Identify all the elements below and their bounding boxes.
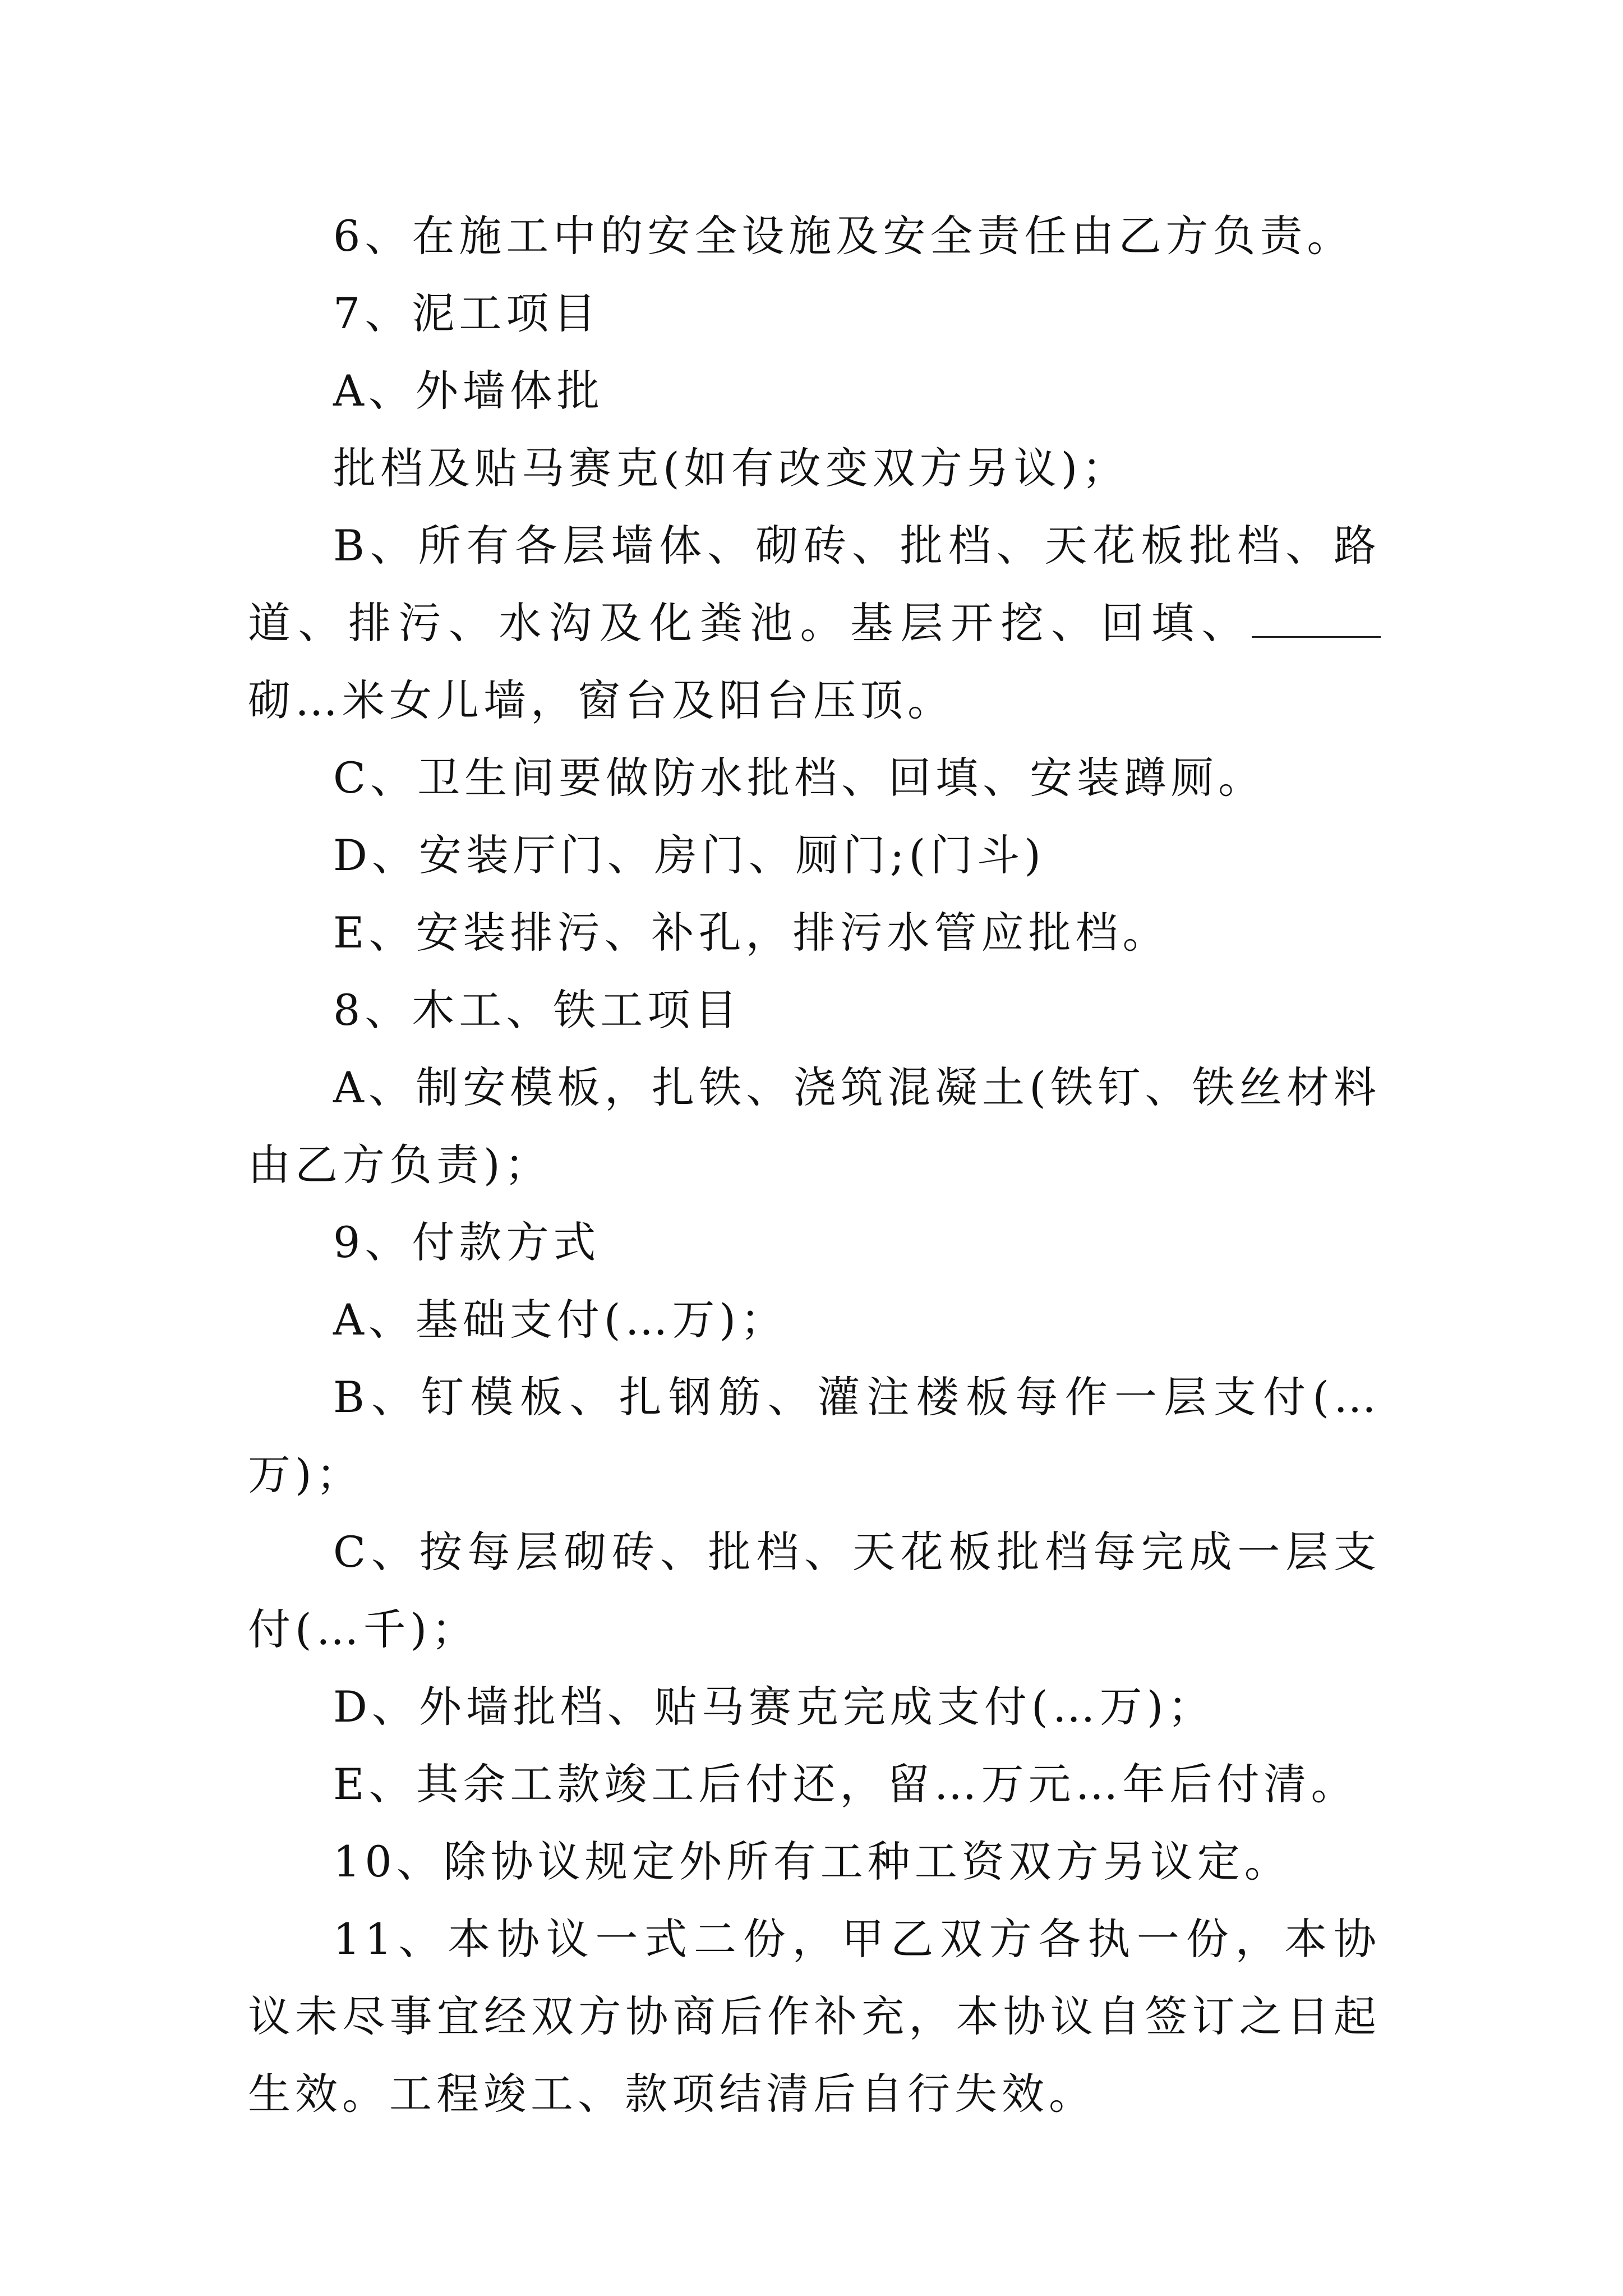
clause-8-heading: 8、木工、铁工项目 (333, 985, 742, 1035)
fill-in-blank (1252, 602, 1381, 638)
clause-7a: A、外墙体批 (333, 366, 604, 416)
clause-7-heading: 7、泥工项目 (333, 288, 601, 338)
clause-10: 10、除协议规定外所有工种工资双方另议定。 (333, 1837, 1292, 1887)
clause-7a-detail: 批档及贴马赛克(如有改变双方另议)； (333, 443, 1129, 493)
clause-7b-part2: 砌…米女儿墙，窗台及阳台压顶。 (248, 675, 955, 725)
document-body (248, 197, 1381, 2133)
clause-8a: A、制安模板，扎铁、浇筑混凝土(铁钉、铁丝材料由乙方负责)； (248, 1062, 1381, 1190)
clause-9a: A、基础支付(…万)； (333, 1295, 788, 1345)
clause-11: 11、本协议一式二份，甲乙双方各执一份，本协议未尽事宜经双方协商后作补充，本协议自签订之日起生效。工程竣工、款项结清后自行失效。 (248, 1914, 1381, 2119)
clause-7b-part1: B、所有各层墙体、砌砖、批档、天花板批档、路道、排污、水沟及化粪池。基层开挖、回填、 (248, 521, 1381, 648)
clause-9-heading: 9、付款方式 (333, 1217, 601, 1267)
clause-6: 6、在施工中的安全设施及安全责任由乙方负责。 (333, 211, 1354, 261)
clause-9b: B、钉模板、扎钢筋、灌注楼板每作一层支付(…万)； (248, 1372, 1381, 1499)
clause-7e: E、安装排污、补孔，排污水管应批档。 (333, 908, 1170, 958)
clause-7b (248, 507, 1381, 739)
clause-9c: C、按每层砌砖、批档、天花板批档每完成一层支付(…千)； (248, 1527, 1381, 1654)
clause-9e: E、其余工款竣工后付还，留…万元…年后付清。 (333, 1759, 1358, 1809)
clause-7c: C、卫生间要做防水批档、回填、安装蹲厕。 (333, 753, 1266, 803)
clause-7d: D、安装厅门、房门、厕门;(门斗) (333, 830, 1045, 880)
clause-9d: D、外墙批档、贴马赛克完成支付(…万)； (333, 1682, 1215, 1732)
